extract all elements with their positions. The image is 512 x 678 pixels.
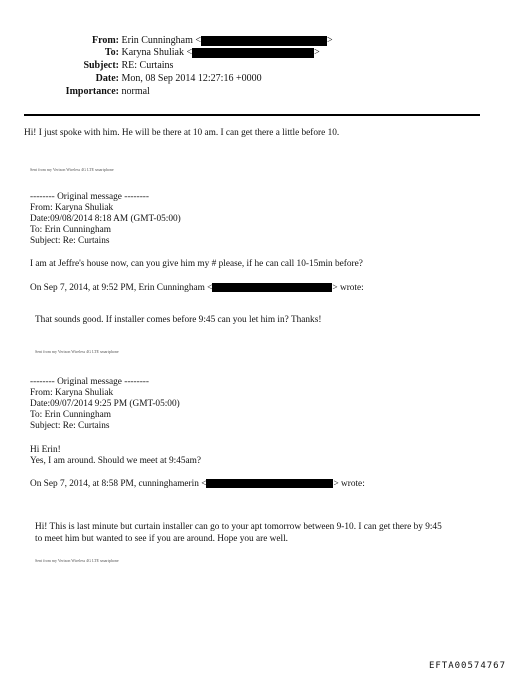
date-label: Date: xyxy=(95,73,119,84)
from-value: Erin Cunningham < xyxy=(121,35,202,46)
close-bracket: > xyxy=(327,35,333,46)
original2-quoted-line2: to meet him but wanted to see if you are around. Hope you are well. xyxy=(35,534,289,544)
header-subject xyxy=(62,60,173,72)
original1-quoted: That sounds good. If installer comes before 9:45 can you let him in? Thanks! xyxy=(35,315,322,325)
date-value: Mon, 08 Sep 2014 12:27:16 +0000 xyxy=(121,73,262,84)
close-bracket: > xyxy=(314,47,320,58)
original1-divider: -------- Original message -------- xyxy=(30,192,149,202)
original1-from: From: Karyna Shuliak xyxy=(30,203,114,213)
importance-label: Importance: xyxy=(65,86,119,97)
subject-value: RE: Curtains xyxy=(121,60,174,71)
wrote-suffix: > wrote: xyxy=(333,479,365,489)
header-date xyxy=(62,73,262,85)
message1-body: Hi! I just spoke with him. He will be there at 10 am. I can get there a little before 10. xyxy=(24,128,340,138)
original2-from: From: Karyna Shuliak xyxy=(30,388,114,398)
original2-to: To: Erin Cunningham xyxy=(30,410,111,420)
header-divider xyxy=(24,114,480,116)
redaction-box xyxy=(212,283,332,292)
original1-to: To: Erin Cunningham xyxy=(30,225,111,235)
original1-body: I am at Jeffre's house now, can you give him my # please, if he can call 10-15min before? xyxy=(30,259,363,269)
original2-divider: -------- Original message -------- xyxy=(30,377,149,387)
to-label: To: xyxy=(104,47,119,58)
original2-date: Date:09/07/2014 9:25 PM (GMT-05:00) xyxy=(30,399,180,409)
original1-date: Date:09/08/2014 8:18 AM (GMT-05:00) xyxy=(30,214,181,224)
original1-subject: Subject: Re: Curtains xyxy=(30,236,110,246)
original2-greeting: Hi Erin! xyxy=(30,445,61,455)
original2-body: Yes, I am around. Should we meet at 9:45am? xyxy=(30,456,202,466)
original2-subject: Subject: Re: Curtains xyxy=(30,421,110,431)
header-importance xyxy=(35,86,150,98)
redaction-box xyxy=(201,36,327,46)
header-to xyxy=(62,47,320,59)
original2-quoted-line1: Hi! This is last minute but curtain installer can go to your apt tomorrow between 9-10. I can get there by 9:45 xyxy=(35,522,442,532)
wrote-prefix: On Sep 7, 2014, at 8:58 PM, cunninghamerin < xyxy=(30,479,207,489)
subject-label: Subject: xyxy=(83,60,119,71)
header-from xyxy=(62,35,333,47)
redaction-box xyxy=(206,479,333,488)
to-value: Karyna Shuliak < xyxy=(121,47,193,58)
original2-signature: Sent from my Verizon Wireless 4G LTE smartphone xyxy=(35,558,119,563)
redaction-box xyxy=(192,48,314,58)
from-label: From: xyxy=(91,35,119,46)
wrote-suffix: > wrote: xyxy=(332,283,364,293)
message1-signature: Sent from my Verizon Wireless 4G LTE smartphone xyxy=(30,167,114,172)
importance-value: normal xyxy=(121,86,150,97)
wrote-prefix: On Sep 7, 2014, at 9:52 PM, Erin Cunningham < xyxy=(30,283,213,293)
original1-wrote-line xyxy=(30,283,364,294)
original2-wrote-line xyxy=(30,479,365,490)
bates-number: EFTA00574767 xyxy=(428,661,506,671)
original1-signature: Sent from my Verizon Wireless 4G LTE smartphone xyxy=(35,349,119,354)
